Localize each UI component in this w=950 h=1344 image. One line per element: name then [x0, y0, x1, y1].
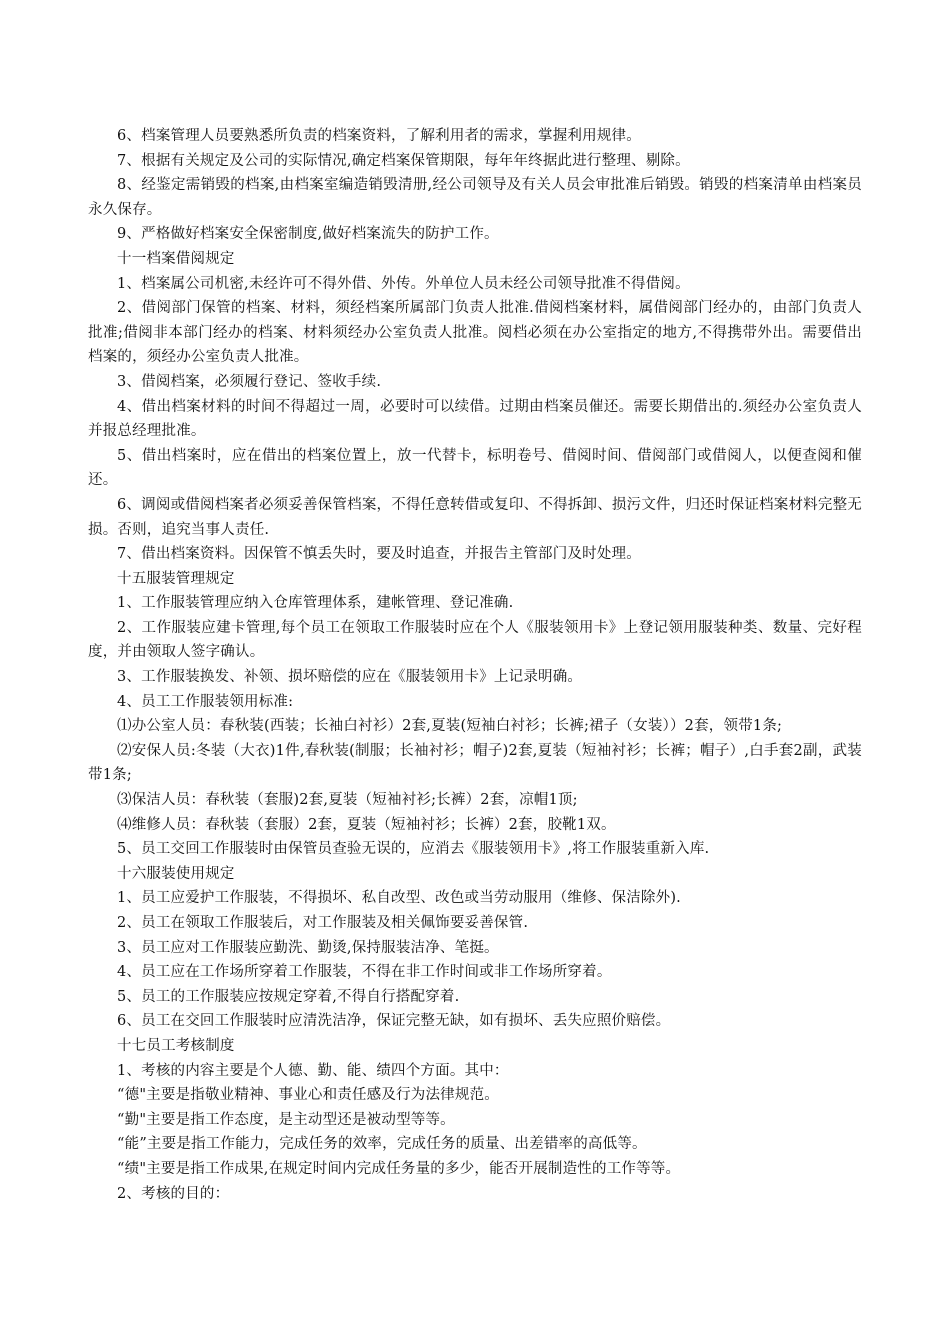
section-heading: 十一档案借阅规定	[117, 250, 235, 267]
paragraph: 1、考核的内容主要是个人德、勤、能、绩四个方面。其中：	[117, 1062, 509, 1079]
paragraph: 3、员工应对工作服装应勤洗、勤烫,保持服装洁净、笔挺。	[117, 939, 499, 956]
paragraph: 5、员工交回工作服装时由保管员查验无误的，应消去《服装领用卡》,将工作服装重新入库.	[117, 841, 710, 858]
paragraph: “勤"主要是指工作态度，是主动型还是被动型等等。	[117, 1111, 455, 1128]
paragraph: 6、档案管理人员要熟悉所负责的档案资料，了解利用者的需求，掌握利用规律。	[117, 128, 641, 144]
paragraph: 5、借出档案时，应在借出的档案位置上，放一代替卡，标明卷号、借阅时间、借阅部门或借阅人，以便查阅和催还。	[88, 447, 862, 489]
paragraph: 4、员工应在工作场所穿着工作服装，不得在非工作时间或非工作场所穿着。	[117, 964, 612, 981]
paragraph: 1、档案属公司机密,未经许可不得外借、外传。外单位人员未经公司领导批准不得借阅。	[117, 275, 690, 292]
paragraph: 1、员工应爱护工作服装，不得损坏、私自改型、改色或当劳动服用（维修、保洁除外).	[117, 890, 681, 907]
section-heading: 十七员工考核制度	[117, 1037, 235, 1054]
paragraph: 2、考核的目的：	[117, 1185, 230, 1202]
paragraph: 4、借出档案材料的时间不得超过一周，必要时可以续借。过期由档案员催还。需要长期借出的.须经办公室负责人并报总经理批准。	[88, 398, 862, 440]
paragraph: 2、借阅部门保管的档案、材料，须经档案所属部门负责人批准.借阅档案材料，属借阅部门经办的，由部门负责人批准;借阅非本部门经办的档案、材料须经办公室负责人批准。阅档必须在办公室指定的地方,不得携带外出。需要借出档案的，须经办公室负责人批准。	[88, 300, 862, 366]
paragraph: 3、借阅档案，必须履行登记、签收手续.	[117, 373, 382, 390]
paragraph: “能”主要是指工作能力，完成任务的效率，完成任务的质量、出差错率的高低等。	[117, 1136, 647, 1153]
paragraph: 6、调阅或借阅档案者必须妥善保管档案，不得任意转借或复印、不得拆卸、损污文件，归还时保证档案材料完整无损。否则，追究当事人责任.	[88, 496, 862, 538]
paragraph: 9、严格做好档案安全保密制度,做好档案流失的防护工作。	[117, 226, 499, 243]
paragraph: 7、根据有关规定及公司的实际情况,确定档案保管期限，每年年终据此进行整理、剔除。	[117, 152, 690, 169]
paragraph: 3、工作服装换发、补领、损坏赔偿的应在《服装领用卡》上记录明确。	[117, 669, 583, 686]
paragraph: ⑵安保人员:冬装（大衣)1件,春秋装(制服；长袖衬衫；帽子)2套,夏装（短袖衬衫；长裤；帽子）,白手套2副，武装带1条;	[88, 742, 862, 784]
paragraph: 4、员工工作服装领用标准:	[117, 693, 294, 710]
section-heading: 十六服装使用规定	[117, 865, 235, 882]
paragraph: 1、工作服装管理应纳入仓库管理体系，建帐管理、登记准确.	[117, 595, 514, 612]
paragraph: 6、员工在交回工作服装时应清洗洁净，保证完整无缺，如有损坏、丢失应照价赔偿。	[117, 1013, 671, 1030]
paragraph: 5、员工的工作服装应按规定穿着,不得自行搭配穿着.	[117, 988, 460, 1005]
paragraph: ⑴办公室人员：春秋装(西装；长袖白衬衫）2套,夏装(短袖白衬衫；长裤;裙子（女装））2套，领带1条;	[117, 718, 783, 735]
paragraph: 8、经鉴定需销毁的档案,由档案室编造销毁清册,经公司领导及有关人员会审批准后销毁。销毁的档案清单由档案员永久保存。	[88, 177, 862, 218]
paragraph: 2、员工在领取工作服装后，对工作服装及相关佩饰要妥善保管.	[117, 915, 529, 931]
paragraph: 7、借出档案资料。因保管不慎丢失时，要及时追查，并报告主管部门及时处理。	[117, 546, 641, 563]
paragraph: “德"主要是指敬业精神、事业心和责任感及行为法律规范。	[117, 1087, 499, 1104]
paragraph: ⑷维修人员：春秋装（套服）2套，夏装（短袖衬衫；长裤）2套，胶靴1双。	[117, 816, 616, 833]
section-heading: 十五服装管理规定	[117, 570, 235, 587]
paragraph: 2、工作服装应建卡管理,每个员工在领取工作服装时应在个人《服装领用卡》上登记领用服装种类、数量、完好程度，并由领取人签字确认。	[88, 619, 862, 661]
paragraph: “绩"主要是指工作成果,在规定时间内完成任务量的多少，能否开展制造性的工作等等。	[117, 1160, 681, 1177]
paragraph: ⑶保洁人员：春秋装（套服)2套,夏装（短袖衬衫;长裤）2套，凉帽1顶;	[117, 792, 578, 809]
